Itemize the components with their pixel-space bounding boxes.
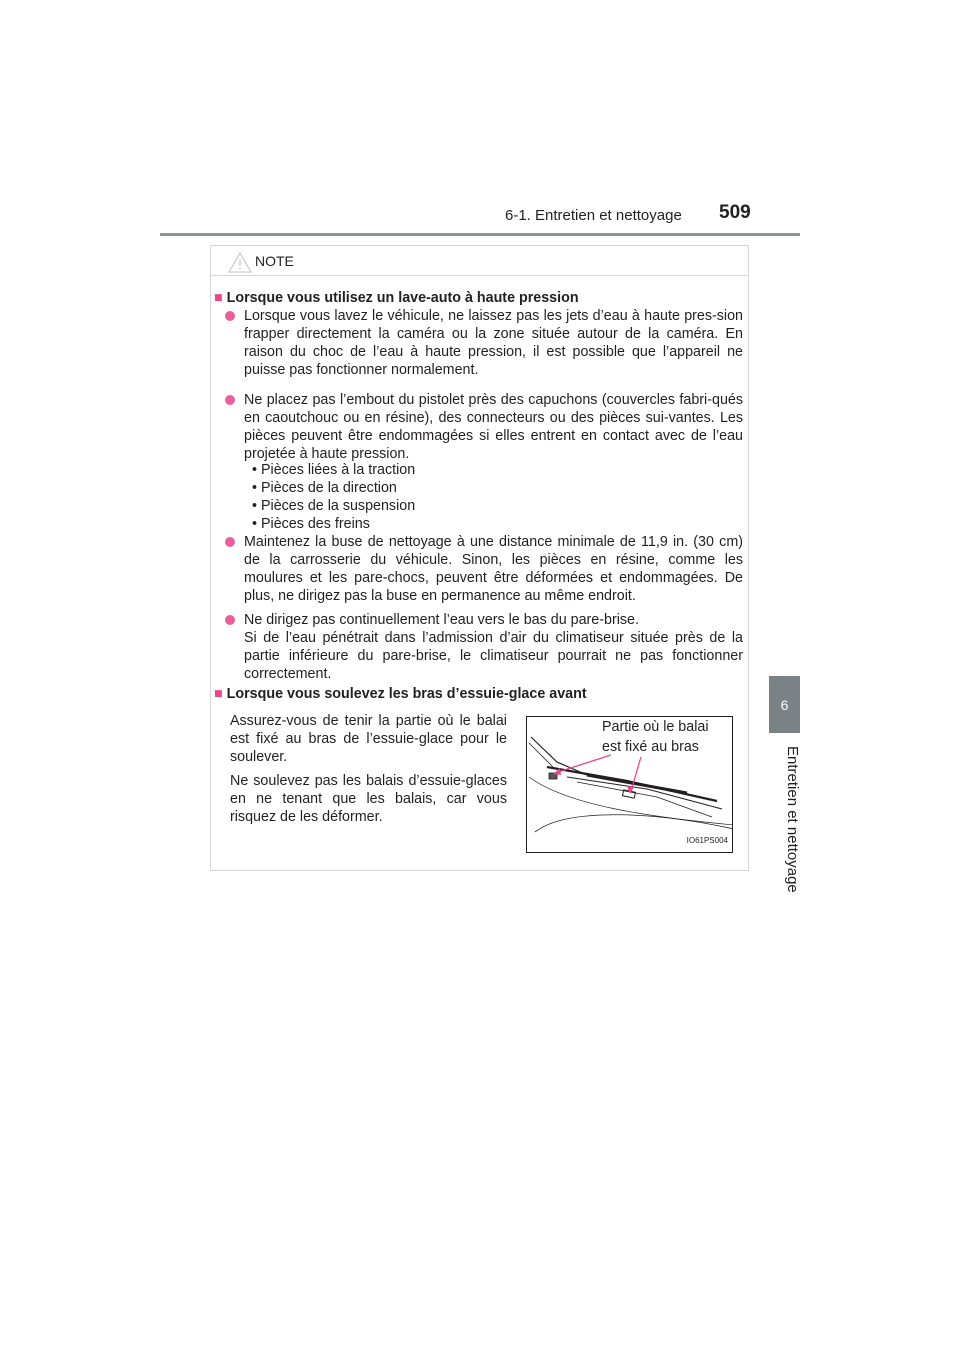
square-bullet-icon: ■ bbox=[214, 686, 223, 702]
list-item bbox=[225, 611, 743, 683]
sub-list-item: • Pièces de la suspension bbox=[252, 498, 416, 514]
chapter-tab: 6 bbox=[769, 676, 800, 733]
sub-list bbox=[252, 461, 415, 533]
list-item-text: Si de l’eau pénétrait dans l’admission d’air du climatiseur située près de la partie inférieure du pare-brise, le climatiseur pourrait ne pas fonctionner correctement. bbox=[244, 630, 743, 682]
paragraph: Ne soulevez pas les balais d’essuie-glaces en ne tenant que les balais, car vous risquez de les déformer. bbox=[230, 773, 507, 825]
list-item bbox=[225, 391, 743, 463]
list-item bbox=[225, 533, 743, 605]
page-number: 509 bbox=[719, 202, 751, 223]
list-item-text: Maintenez la buse de nettoyage à une distance minimale de 11,9 in. (30 cm) de la carrosserie du véhicule. Sinon, les pièces en résine, comme les moulures et les pare-chocs, peuvent être déformées et endommagées. De plus, ne dirigez pas la buse en permanence au même endroit. bbox=[244, 534, 743, 604]
list-item bbox=[225, 307, 743, 379]
wiper-illustration bbox=[526, 716, 733, 853]
header-section-title: 6-1. Entretien et nettoyage bbox=[505, 207, 682, 224]
header-rule bbox=[160, 233, 800, 236]
section-heading-high-pressure bbox=[214, 289, 744, 307]
section-heading-wiper-arms bbox=[214, 685, 744, 703]
figure-callout-label: Partie où le balai est fixé au bras bbox=[602, 719, 709, 755]
paragraph: Assurez-vous de tenir la partie où le balai est fixé au bras de l’essuie-glace pour le soulever. bbox=[230, 713, 507, 765]
figure-code: IO61PS004 bbox=[686, 836, 728, 845]
list-item-text: Ne placez pas l’embout du pistolet près des capuchons (couvercles fabri-qués en caoutchouc ou en résine), des connecteurs ou des pièces sui-vantes. Les pièces peuvent être endommagées si elles entrent en contact avec de l’eau projetée à haute pression. bbox=[244, 392, 743, 462]
bullet-dot-icon bbox=[225, 615, 235, 625]
sub-list-item: • Pièces liées à la traction bbox=[252, 462, 416, 478]
list-item-text: Lorsque vous lavez le véhicule, ne laissez pas les jets d’eau à haute pres-sion frapper directement la caméra ou la zone située autour de la caméra. En raison du choc de l’eau à haute pression, il est possible que l’appareil ne puisse pas fonctionner normalement. bbox=[244, 308, 743, 378]
chapter-side-label: Entretien et nettoyage bbox=[784, 746, 801, 893]
note-title: NOTE bbox=[255, 253, 294, 269]
square-bullet-icon: ■ bbox=[214, 290, 223, 306]
bullet-dot-icon bbox=[225, 537, 235, 547]
bullet-dot-icon bbox=[225, 311, 235, 321]
warning-triangle-icon bbox=[228, 252, 252, 273]
sub-list-item: • Pièces de la direction bbox=[252, 480, 397, 496]
note-header bbox=[211, 246, 748, 276]
section-heading-text: Lorsque vous soulevez les bras d’essuie-glace avant bbox=[226, 686, 587, 702]
section-heading-text: Lorsque vous utilisez un lave-auto à haute pression bbox=[226, 290, 579, 306]
note-box bbox=[210, 245, 749, 871]
list-item-text: Ne dirigez pas continuellement l’eau vers le bas du pare-brise. bbox=[244, 612, 639, 628]
sub-list-item: • Pièces des freins bbox=[252, 516, 370, 532]
bullet-dot-icon bbox=[225, 395, 235, 405]
